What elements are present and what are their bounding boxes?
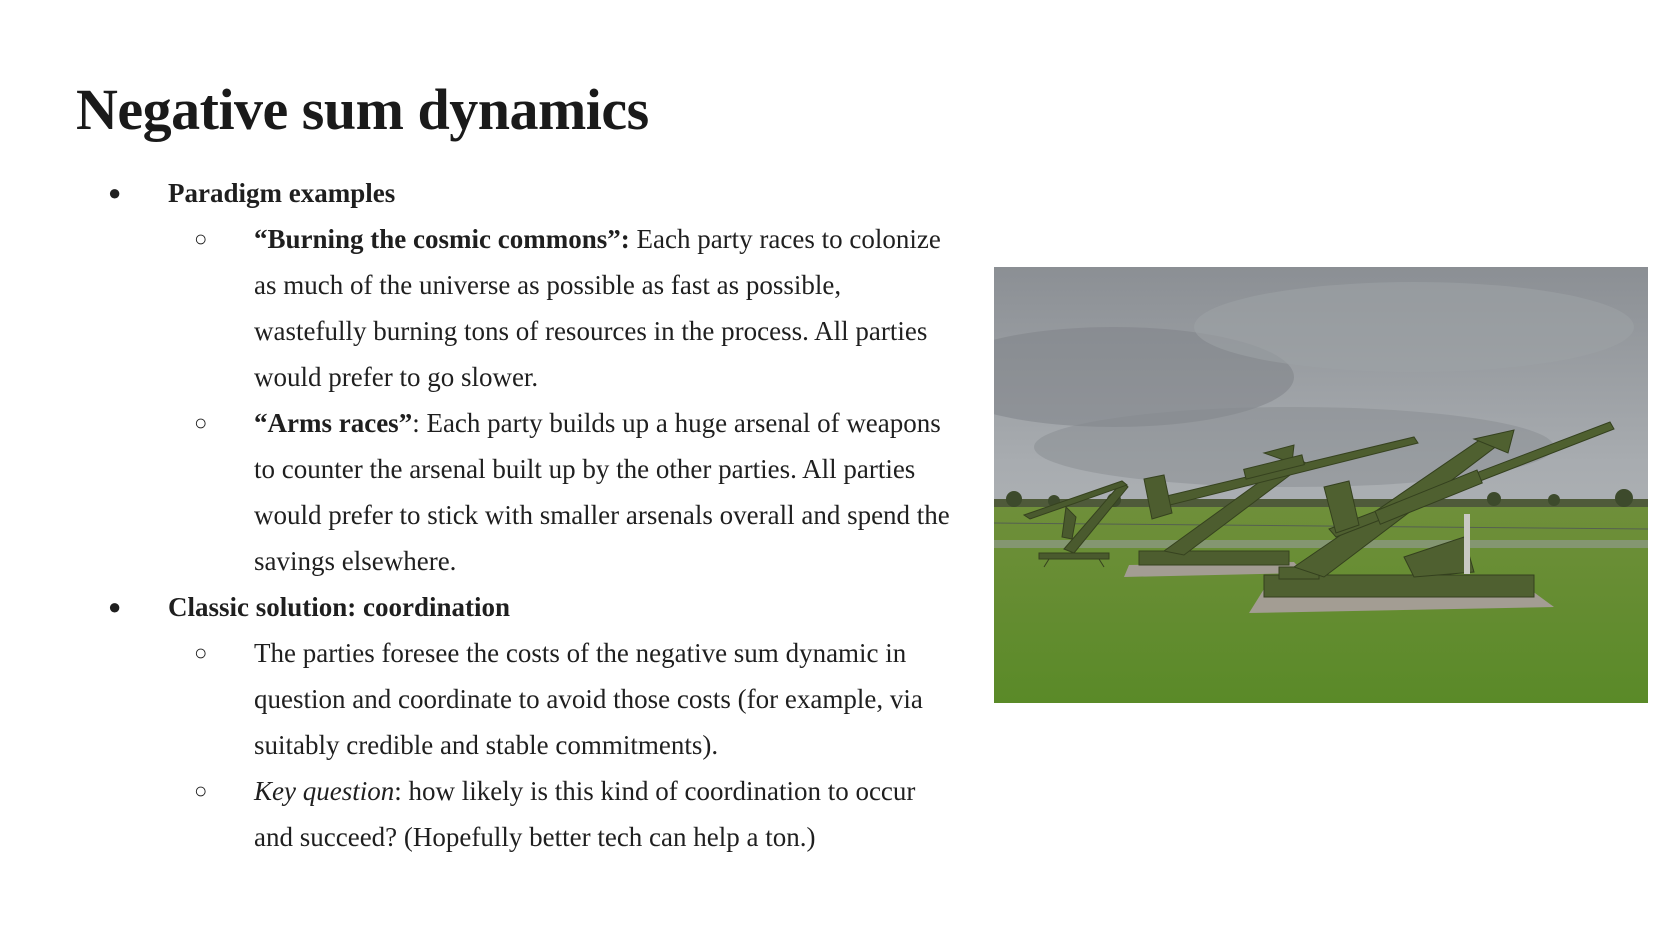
sub-bullet-coordination xyxy=(0,630,980,768)
bullet-content xyxy=(0,170,980,860)
bullet-classic-solution xyxy=(0,584,980,630)
sub-bullet-arms-races xyxy=(0,400,980,584)
bullet-dot: ● xyxy=(108,594,122,619)
sub-bullet-key-question xyxy=(0,768,980,860)
bullet-circle: ○ xyxy=(194,778,208,803)
bullet-circle: ○ xyxy=(194,410,208,435)
missile-launchers-illustration xyxy=(994,267,1648,703)
slide-title: Negative sum dynamics xyxy=(76,77,649,142)
coordination-text: The parties foresee the costs of the negative sum dynamic in question and coordinate to avoid those costs (for example, via suitably credible and stable commitments). xyxy=(254,638,923,760)
heading-paradigm-examples: Paradigm examples xyxy=(168,178,396,208)
bullet-circle: ○ xyxy=(194,226,208,251)
key-question-lead: Key question xyxy=(254,776,395,806)
arms-races-text: : Each party builds up a huge arsenal of weapons to counter the arsenal built up by the other parties. All parties would prefer to stick with smaller arsenals overall and spend the savings elsewhere. xyxy=(254,408,950,576)
sub-bullet-cosmic-commons xyxy=(0,216,980,400)
bullet-circle: ○ xyxy=(194,640,208,665)
bullet-dot: ● xyxy=(108,180,122,205)
heading-classic-solution: Classic solution: coordination xyxy=(168,592,511,622)
key-question-text: : how likely is this kind of coordination to occur and succeed? (Hopefully better tech can help a ton.) xyxy=(254,776,916,852)
cosmic-commons-lead: “Burning the cosmic commons”: xyxy=(254,224,630,254)
cosmic-commons-text: Each party races to colonize as much of the universe as possible as fast as possible, wastefully burning tons of resources in the process. All parties would prefer to go slower. xyxy=(254,224,941,392)
missile-launchers-photo xyxy=(994,267,1648,703)
bullet-paradigm-examples xyxy=(0,170,980,216)
arms-races-lead: “Arms races” xyxy=(254,408,413,438)
